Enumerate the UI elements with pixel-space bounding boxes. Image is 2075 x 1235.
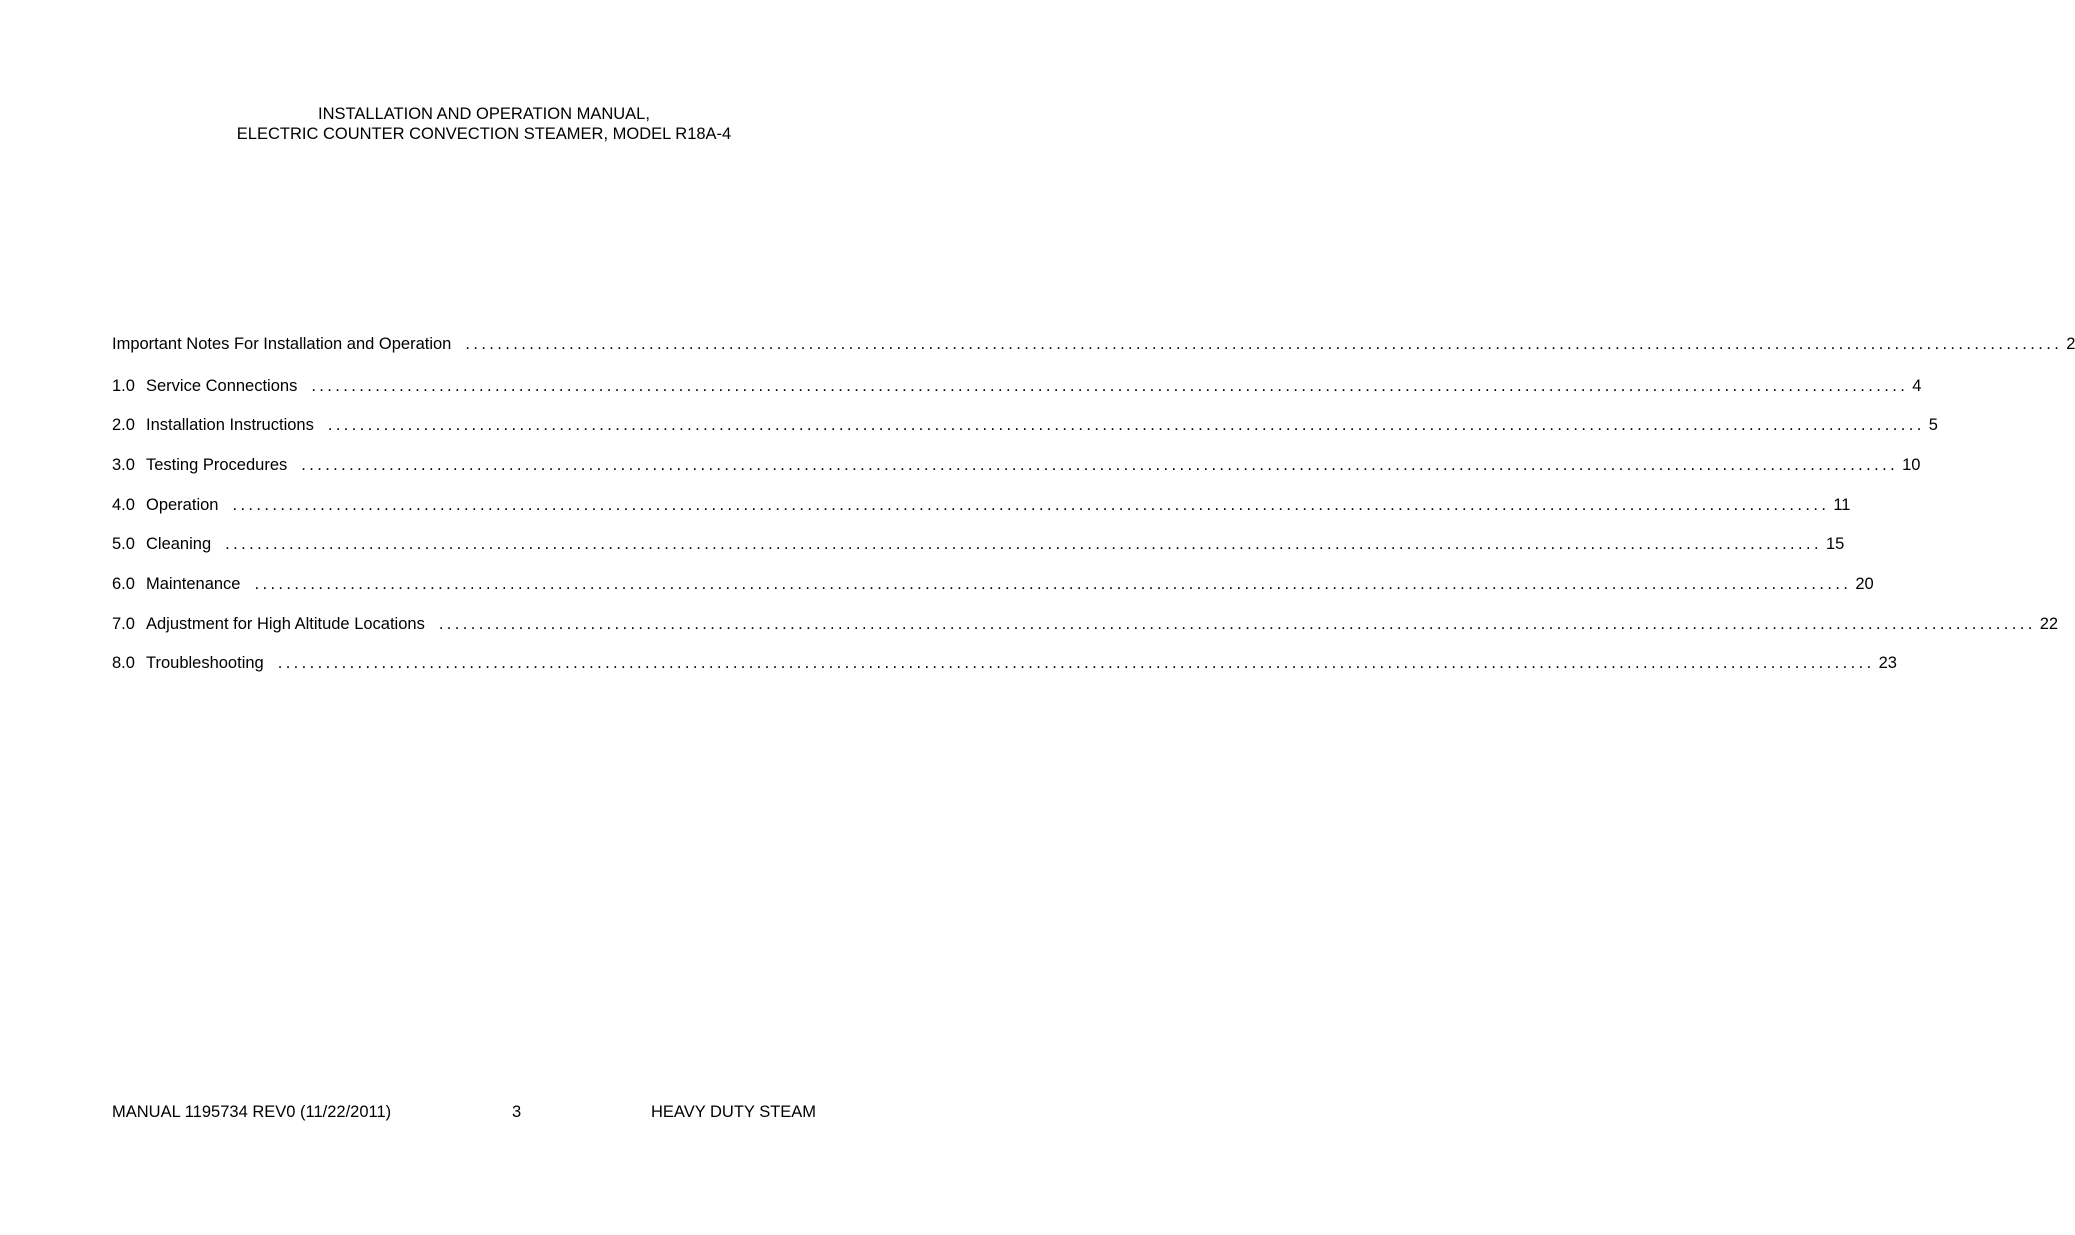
toc-entry-title: Installation Instructions bbox=[146, 416, 314, 434]
document-header bbox=[0, 104, 968, 144]
toc-entry-installation-instructions[interactable] bbox=[112, 414, 1938, 436]
toc-entry-troubleshooting[interactable] bbox=[112, 652, 1897, 674]
toc-entry-service-connections[interactable] bbox=[112, 375, 1922, 397]
header-title-line-1: INSTALLATION AND OPERATION MANUAL, bbox=[318, 105, 650, 123]
toc-entry-page: 15 bbox=[1826, 535, 1845, 553]
toc-entry-high-altitude[interactable] bbox=[112, 613, 2059, 635]
toc-entry-title: Operation bbox=[146, 496, 219, 514]
toc-entry-page: 5 bbox=[1928, 416, 1938, 434]
toc-entry-number: 1.0 bbox=[112, 377, 135, 395]
toc-entry-number: 5.0 bbox=[112, 535, 135, 553]
toc-entry-testing-procedures[interactable] bbox=[112, 454, 1921, 476]
toc-dot-leader: ........................................................................................................................................................................................................ bbox=[254, 575, 1852, 593]
toc-dot-leader: ........................................................................................................................................................................................................ bbox=[327, 416, 1925, 434]
toc-entry-number: 3.0 bbox=[112, 456, 135, 474]
toc-entry-page: 10 bbox=[1902, 456, 1921, 474]
toc-entry-number: 8.0 bbox=[112, 654, 135, 672]
toc-entry-cleaning[interactable] bbox=[112, 533, 1845, 555]
toc-entry-page: 4 bbox=[1912, 377, 1922, 395]
toc-entry-important-notes[interactable] bbox=[112, 333, 2075, 355]
toc-entry-title: Cleaning bbox=[146, 535, 212, 553]
toc-entry-title: Troubleshooting bbox=[146, 654, 264, 672]
footer-section-name: HEAVY DUTY STEAM bbox=[651, 1103, 817, 1121]
toc-dot-leader: ........................................................................................................................................................................................................ bbox=[465, 335, 2063, 353]
toc-entry-title: Adjustment for High Altitude Locations bbox=[146, 615, 425, 633]
toc-entry-number: 4.0 bbox=[112, 496, 135, 514]
toc-entry-number: 2.0 bbox=[112, 416, 135, 434]
toc-entry-operation[interactable] bbox=[112, 494, 1851, 516]
toc-dot-leader: ........................................................................................................................................................................................................ bbox=[277, 654, 1875, 672]
toc-entry-page: 20 bbox=[1855, 575, 1874, 593]
toc-entry-page: 2 bbox=[2066, 335, 2075, 353]
toc-entry-title: Service Connections bbox=[146, 377, 298, 395]
toc-dot-leader: ........................................................................................................................................................................................................ bbox=[301, 456, 1899, 474]
toc-dot-leader: ........................................................................................................................................................................................................ bbox=[232, 496, 1830, 514]
toc-dot-leader: ........................................................................................................................................................................................................ bbox=[225, 535, 1822, 553]
toc-dot-leader: ........................................................................................................................................................................................................ bbox=[311, 377, 1909, 395]
toc-entry-number: 7.0 bbox=[112, 615, 135, 633]
footer-manual-number: MANUAL 1195734 REV0 (11/22/2011) bbox=[112, 1103, 392, 1121]
toc-entry-page: 22 bbox=[2039, 615, 2059, 633]
toc-entry-title: Important Notes For Installation and Operation bbox=[112, 335, 452, 353]
toc-entry-title: Testing Procedures bbox=[146, 456, 288, 474]
page-footer bbox=[112, 1101, 832, 1123]
footer-page-number: 3 bbox=[512, 1103, 522, 1121]
toc-entry-number: 6.0 bbox=[112, 575, 135, 593]
header-title-line-2: ELECTRIC COUNTER CONVECTION STEAMER, MODEL R18A-4 bbox=[236, 125, 732, 143]
toc-entry-maintenance[interactable] bbox=[112, 573, 1874, 595]
toc-entry-title: Maintenance bbox=[146, 575, 241, 593]
toc-entry-page: 11 bbox=[1833, 496, 1851, 514]
toc-dot-leader: ........................................................................................................................................................................................................ bbox=[438, 615, 2036, 633]
toc-entry-page: 23 bbox=[1878, 654, 1897, 672]
